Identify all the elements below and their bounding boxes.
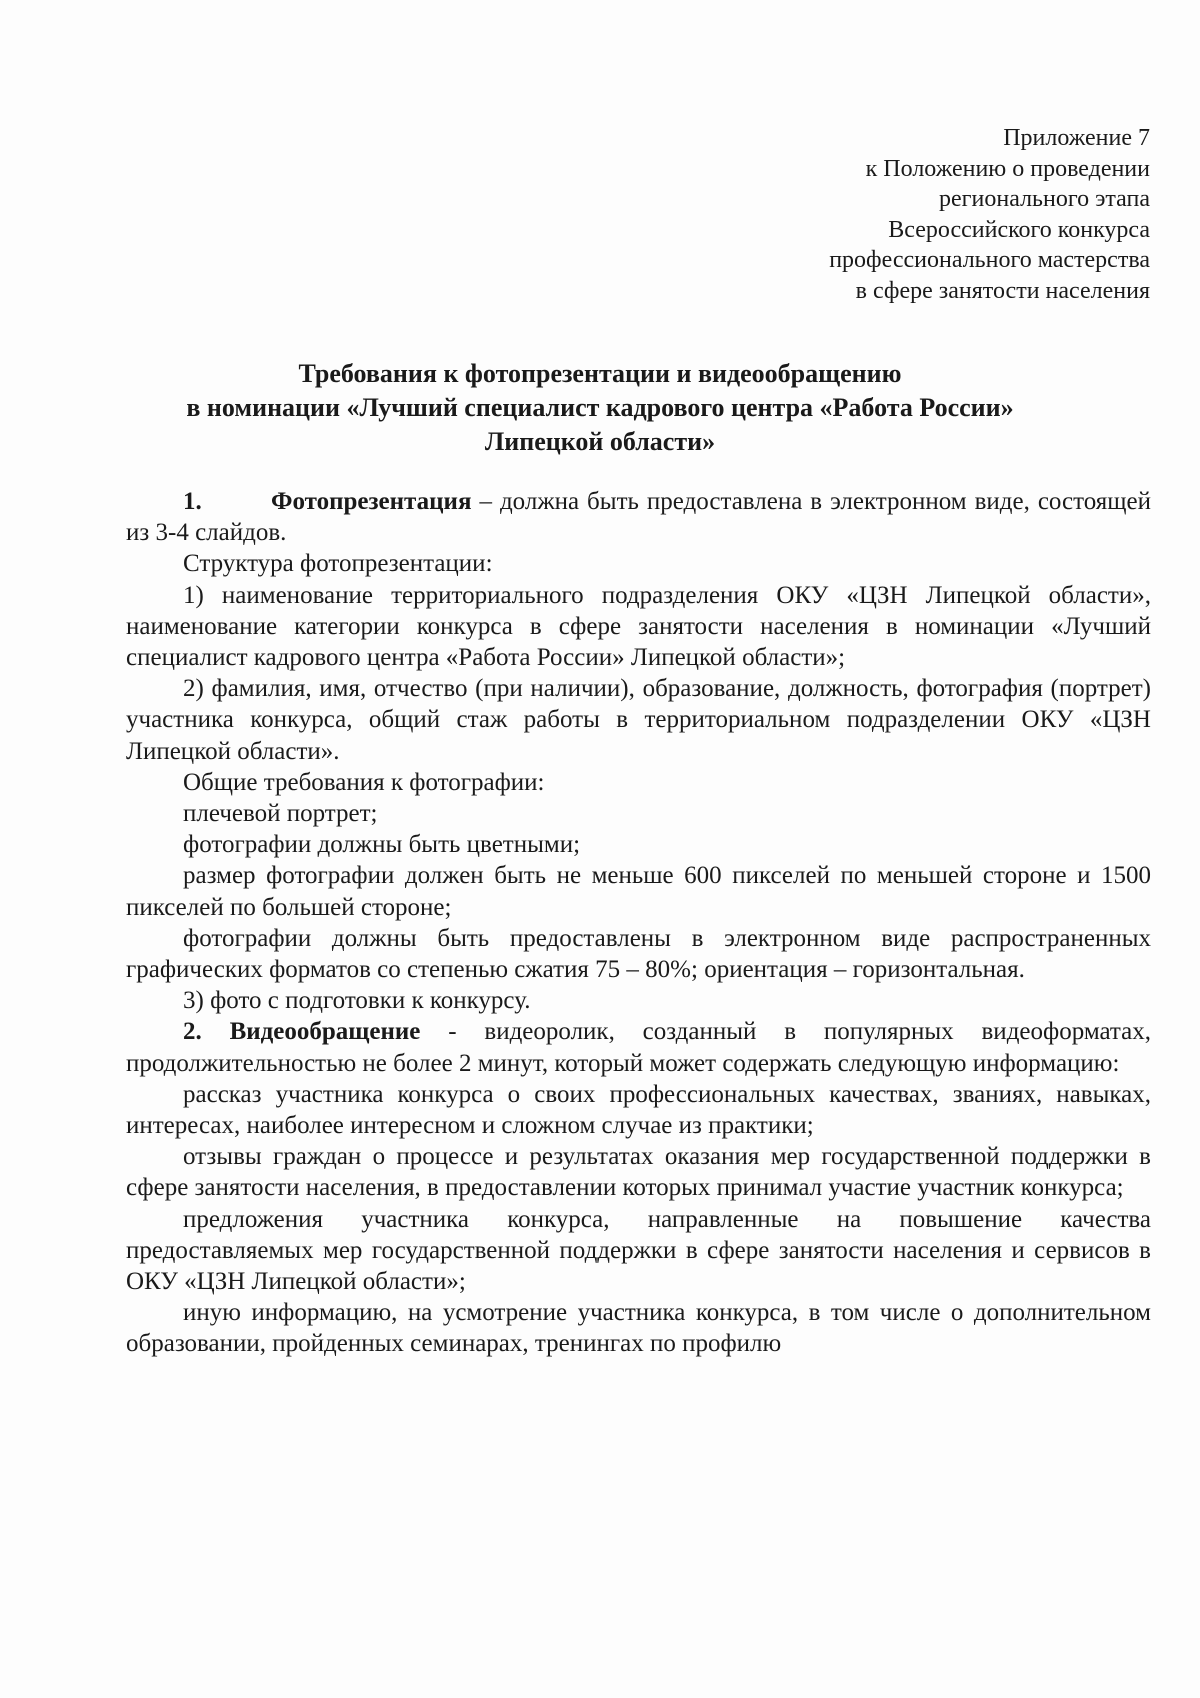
section1-intro-text: – должна быть предоставлена в электронном виде, состоящей из 3-4 слайдов.	[126, 488, 1151, 547]
video-content-3: предложения участника конкурса, направленные на повышение качества предоставляемых мер государственной поддержки в сфере занятости населения и сервисов в ОКУ «ЦЗН Липецкой области»;	[126, 1205, 1151, 1296]
photo-requirement-4: фотографии должны быть предоставлены в электронном виде распространенных графических форматов со степенью сжатия 75 – 80%; ориентация – горизонтальная.	[126, 924, 1151, 984]
appendix-line: Всероссийского конкурса	[888, 216, 1150, 243]
section1-number: 1.	[183, 488, 202, 515]
appendix-line: профессионального мастерства	[829, 247, 1150, 273]
appendix-line: в сфере занятости населения	[855, 277, 1150, 304]
section1-intro	[126, 486, 1151, 548]
section2-intro-text: - видеоролик, созданный в популярных видеоформатах, продолжительностью не более 2 минут, который может содержать следующую информацию:	[126, 1018, 1152, 1077]
section1-heading: Фотопрезентация	[271, 488, 472, 515]
title-line: в номинации «Лучший специалист кадрового центра «Работа России»	[186, 393, 1014, 422]
document-title	[0, 357, 1200, 459]
title-line: Требования к фотопрезентации и видеообращению	[298, 359, 902, 388]
video-content-2: отзывы граждан о процессе и результатах оказания мер государственной поддержки в сфере занятости населения, в предоставлении которых принимал участие участник конкурса;	[126, 1143, 1151, 1202]
title-line: Липецкой области»	[484, 427, 716, 456]
photo-requirements-label: Общие требования к фотографии:	[183, 768, 545, 796]
structure-label: Структура фотопрезентации:	[183, 550, 493, 578]
appendix-line: регионального этапа	[939, 186, 1150, 212]
appendix-line: Приложение 7	[1003, 125, 1150, 151]
structure-item-2: 2) фамилия, имя, отчество (при наличии), образование, должность, фотография (портрет) участника конкурса, общий стаж работы в территориальном подразделении ОКУ «ЦЗН Липецкой области».	[126, 675, 1151, 765]
section2-intro	[126, 1016, 1151, 1078]
document-body	[126, 486, 1151, 1360]
appendix-line: к Положению о проведении	[865, 155, 1150, 182]
structure-item-3: 3) фото с подготовки к конкурсу.	[183, 987, 531, 1015]
appendix-header	[590, 123, 1150, 306]
photo-requirement-1: плечевой портрет;	[183, 800, 378, 828]
photo-requirement-2: фотографии должны быть цветными;	[183, 831, 581, 859]
section2-heading: 2. Видеообращение	[183, 1018, 421, 1046]
video-content-4: иную информацию, на усмотрение участника конкурса, в том числе о дополнительном образовании, пройденных семинарах, тренингах по профилю	[126, 1299, 1151, 1358]
video-content-1: рассказ участника конкурса о своих профессиональных качествах, званиях, навыках, интересах, наиболее интересном и сложном случае из практики;	[126, 1080, 1151, 1140]
structure-item-1: 1) наименование территориального подразделения ОКУ «ЦЗН Липецкой области», наименование категории конкурса в сфере занятости населения в номинации «Лучший специалист кадрового центра «Работа России» Липецкой области»;	[126, 581, 1151, 672]
photo-requirement-3: размер фотографии должен быть не меньше 600 пикселей по меньшей стороне и 1500 пикселей по большей стороне;	[126, 862, 1151, 921]
